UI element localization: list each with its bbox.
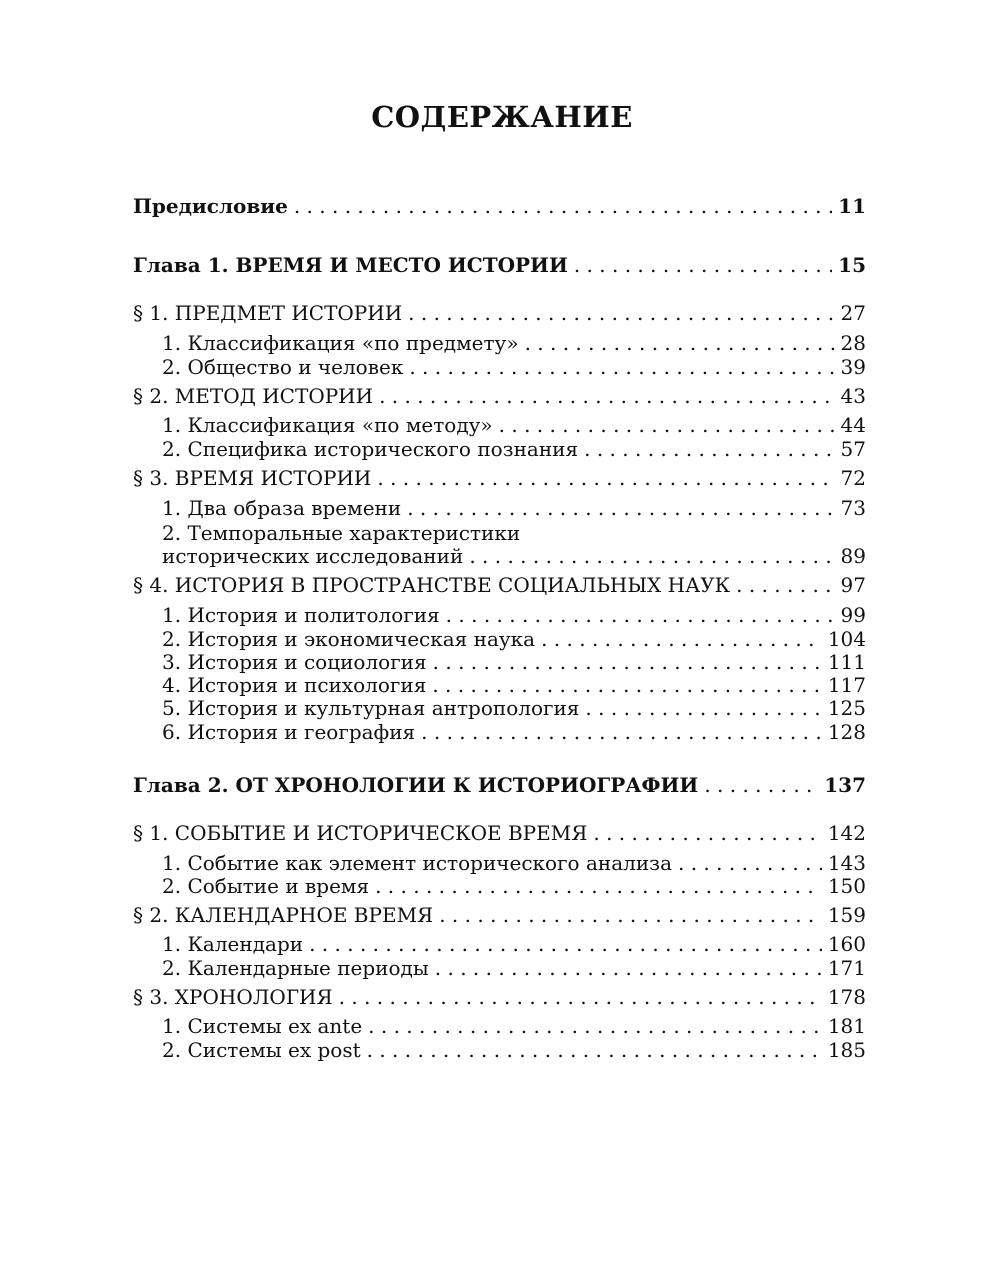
toc-entry-label: 1. Событие как элемент исторического анализа (162, 851, 672, 875)
leader-dots (379, 384, 834, 408)
leader-dots (435, 956, 822, 980)
toc-entry-label: 2. Событие и время (162, 874, 370, 898)
toc-entry-label: 1. Два образа времени (162, 496, 402, 520)
leader-dots (339, 985, 822, 1009)
toc-page-number: 185 (827, 1038, 866, 1062)
toc-page-number: 15 (838, 253, 866, 277)
toc-entry-label: § 1. СОБЫТИЕ И ИСТОРИЧЕСКОЕ ВРЕМЯ (133, 821, 588, 845)
toc-page-number: 117 (827, 673, 866, 697)
toc-entry-label: 2. Общество и человек (162, 355, 404, 379)
leader-dots (439, 903, 822, 927)
toc-page-number: 43 (840, 384, 866, 408)
leader-dots (574, 253, 832, 277)
leader-dots (469, 544, 834, 568)
toc-page-number: 73 (840, 496, 866, 520)
toc-page-number: 57 (840, 437, 866, 461)
toc-entry-label: § 3. ВРЕМЯ ИСТОРИИ (133, 466, 372, 490)
page-title: СОДЕРЖАНИЕ (371, 100, 633, 134)
leader-dots (407, 496, 834, 520)
leader-dots (585, 696, 821, 720)
leader-dots (433, 650, 822, 674)
toc-entry-item[interactable] (162, 627, 866, 651)
toc-entry-item[interactable] (162, 874, 866, 898)
leader-dots (593, 821, 821, 845)
toc-entry-label: § 4. ИСТОРИЯ В ПРОСТРАНСТВЕ СОЦИАЛЬНЫХ НАУК (133, 573, 731, 597)
toc-entry-section[interactable] (133, 466, 866, 490)
toc-entry-item[interactable] (162, 720, 866, 744)
leader-dots (409, 355, 834, 379)
toc-entry-label: исторических исследований (162, 544, 464, 568)
toc-entry-label: 6. История и география (162, 720, 416, 744)
toc-entry-section[interactable] (133, 903, 866, 927)
leader-dots (367, 1038, 822, 1062)
toc-entry-label-line1: 2. Темпоральные характеристики (162, 521, 521, 545)
toc-entry-label: § 2. МЕТОД ИСТОРИИ (133, 384, 374, 408)
toc-entry-section[interactable] (133, 384, 866, 408)
toc-page-number: 11 (838, 194, 866, 218)
toc-page-number: 159 (827, 903, 866, 927)
toc-entry-chapter-1[interactable] (133, 253, 866, 277)
toc-page-number: 104 (827, 627, 866, 651)
toc-entry-item[interactable] (162, 956, 866, 980)
toc-entry-item[interactable] (162, 696, 866, 720)
leader-dots (525, 331, 835, 355)
toc-page-number: 89 (840, 544, 866, 568)
toc-page-number: 171 (827, 956, 866, 980)
toc-entry-label: § 2. КАЛЕНДАРНОЕ ВРЕМЯ (133, 903, 434, 927)
toc-entry-label: 2. История и экономическая наука (162, 627, 536, 651)
toc-entry-item[interactable] (162, 437, 866, 461)
toc-entry-label: 1. Классификация «по предмету» (162, 331, 519, 355)
toc-entry-item[interactable] (162, 413, 866, 437)
toc-entry-section[interactable] (133, 821, 866, 845)
leader-dots (368, 1014, 822, 1038)
toc-page-number: 28 (840, 331, 866, 355)
toc-entry-item[interactable] (162, 603, 866, 627)
toc-entry-item[interactable] (162, 851, 866, 875)
leader-dots (294, 194, 832, 218)
toc-page-number: 111 (827, 650, 866, 674)
toc-entry-item[interactable] (162, 1038, 866, 1062)
toc-entry-item[interactable] (162, 932, 866, 956)
toc-entry-item[interactable] (162, 331, 866, 355)
leader-dots (408, 301, 834, 325)
toc-entry-label: 1. История и политология (162, 603, 440, 627)
toc-entry-label: 4. История и психология (162, 673, 427, 697)
leader-dots (377, 466, 834, 490)
leader-dots (584, 437, 834, 461)
toc-page-number: 39 (840, 355, 866, 379)
leader-dots (446, 603, 835, 627)
toc-page-number: 142 (827, 821, 866, 845)
leader-dots (678, 851, 822, 875)
toc-entry-item[interactable] (162, 1014, 866, 1038)
leader-dots (499, 413, 835, 437)
toc-page-number: 27 (840, 301, 866, 325)
toc-entry-label: Предисловие (133, 194, 288, 218)
toc-entry-item[interactable] (162, 544, 866, 568)
toc-page-number: 150 (827, 874, 866, 898)
toc-entry-chapter-2[interactable] (133, 773, 866, 797)
toc-page-number: 181 (827, 1014, 866, 1038)
toc-page-number: 44 (840, 413, 866, 437)
toc-entry-label: Глава 1. ВРЕМЯ И МЕСТО ИСТОРИИ (133, 253, 568, 277)
leader-dots (704, 773, 818, 797)
toc-page-number: 125 (827, 696, 866, 720)
toc-entry-label: 5. История и культурная антропология (162, 696, 580, 720)
toc-entry-label: § 3. ХРОНОЛОГИЯ (133, 985, 333, 1009)
toc-entry-label: 1. Системы ex ante (162, 1014, 363, 1038)
toc-page-number: 99 (840, 603, 866, 627)
toc-entry-label: 1. Календари (162, 932, 304, 956)
toc-entry-section[interactable] (133, 573, 866, 597)
toc-entry-label: 2. Системы ex post (162, 1038, 361, 1062)
toc-entry-label: § 1. ПРЕДМЕТ ИСТОРИИ (133, 301, 403, 325)
toc-entry-preface[interactable] (133, 194, 866, 218)
leader-dots (309, 932, 822, 956)
toc-page-number: 128 (827, 720, 866, 744)
toc-page-number: 160 (827, 932, 866, 956)
toc-entry-section[interactable] (133, 301, 866, 325)
leader-dots (421, 720, 822, 744)
toc-page-number: 97 (840, 573, 866, 597)
toc-entry-label: 3. История и социология (162, 650, 427, 674)
toc-page-number: 143 (827, 851, 866, 875)
toc-entry-item[interactable] (162, 496, 866, 520)
toc-entry-section[interactable] (133, 985, 866, 1009)
toc-page-number: 137 (824, 773, 866, 797)
leader-dots (541, 627, 822, 651)
toc-entry-label: 2. Специфика исторического познания (162, 437, 579, 461)
toc-entry-label: 2. Календарные периоды (162, 956, 429, 980)
leader-dots (432, 673, 821, 697)
toc-entry-item[interactable] (162, 650, 866, 674)
toc-entry-label: 1. Классификация «по методу» (162, 413, 493, 437)
toc-entry-item[interactable] (162, 355, 866, 379)
toc-entry-item[interactable] (162, 673, 866, 697)
toc-page-number: 72 (840, 466, 866, 490)
toc-page-number: 178 (827, 985, 866, 1009)
leader-dots (736, 573, 834, 597)
toc-entry-label: Глава 2. ОТ ХРОНОЛОГИИ К ИСТОРИОГРАФИИ (133, 773, 699, 797)
leader-dots (375, 874, 822, 898)
